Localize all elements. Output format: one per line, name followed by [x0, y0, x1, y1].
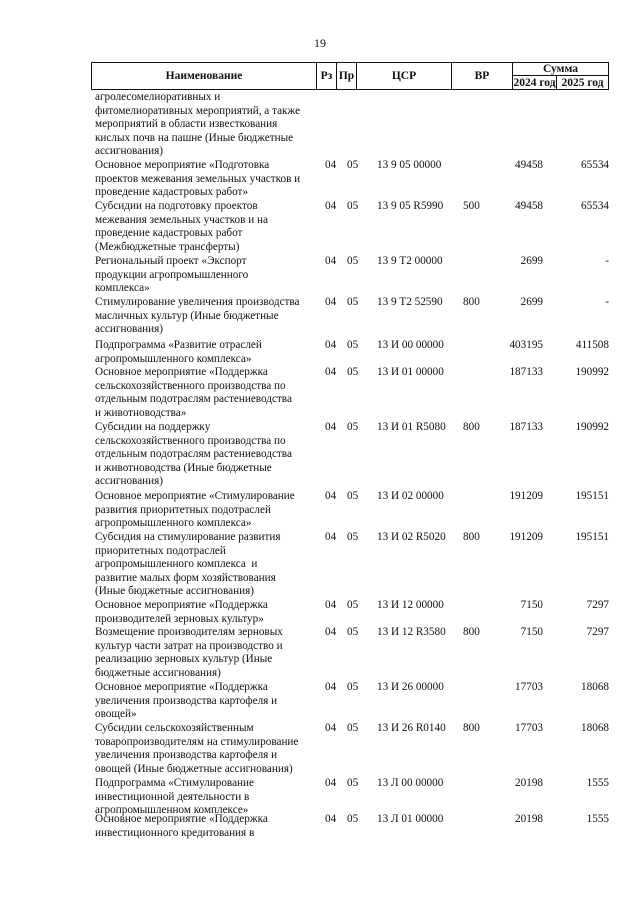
row-sum-2024: 191209: [509, 490, 543, 502]
row-name-line: Субсидии сельскохозяйственным: [95, 722, 254, 734]
row-pr: 05: [347, 531, 359, 543]
row-name-line: комплекса»: [95, 282, 150, 295]
row-csr: 13 И 12 00000: [377, 599, 444, 611]
row-sum-2025: 7297: [586, 599, 609, 611]
row-name-line: (Иные бюджетные ассигнования): [95, 585, 254, 598]
row-rz: 04: [325, 681, 337, 693]
row-sum-2025: -: [605, 296, 609, 308]
row-sum-2025: 65534: [581, 200, 609, 212]
row-name-line: мероприятий в области известкования: [95, 118, 278, 131]
row-csr: 13 И 02 R5020: [377, 531, 446, 543]
header-year-2024: 2024 год: [513, 76, 556, 89]
row-pr: 05: [347, 777, 359, 789]
row-rz: 04: [325, 366, 337, 378]
row-name-line: проектов межевания земельных участков и: [95, 172, 301, 185]
row-name-line: (Межбюджетные трансферты): [95, 240, 240, 253]
row-rz: 04: [325, 421, 337, 433]
row-pr: 05: [347, 626, 359, 638]
row-name-line: отдельным подотраслям растениеводства: [95, 448, 292, 461]
row-name-line: и животноводства (Иные бюджетные: [95, 461, 272, 474]
row-sum-2024: 49458: [515, 159, 543, 171]
row-name-line: овощей (Иные бюджетные ассигнования): [95, 762, 293, 775]
row-name: [95, 531, 323, 599]
row-sum-2024: 191209: [509, 531, 543, 543]
row-name-line: проведение кадастровых работ»: [95, 186, 249, 199]
row-sum-2024: 187133: [509, 421, 543, 433]
row-name-line: Возмещение производителям зерновых: [95, 626, 283, 638]
row-name-line: Основное мероприятие «Поддержка: [95, 681, 268, 693]
row-pr: 05: [347, 159, 359, 171]
row-rz: 04: [325, 599, 337, 611]
row-pr: 05: [347, 339, 359, 351]
row-name-line: Основное мероприятие «Поддержка: [95, 813, 268, 825]
row-name-line: масличных культур (Иные бюджетные: [95, 309, 279, 322]
row-sum-2024: 49458: [515, 200, 543, 212]
row-pr: 05: [347, 681, 359, 693]
row-name-line: Стимулирование увеличения производства: [95, 296, 300, 308]
row-rz: 04: [325, 813, 337, 825]
row-name: [95, 255, 323, 296]
row-name-line: проведение кадастровых работ: [95, 227, 243, 240]
row-name: [95, 626, 323, 680]
row-sum-2025: 190992: [575, 421, 609, 433]
row-name-line: агропромышленного комплекса»: [95, 517, 252, 530]
row-name-line: сельскохозяйственного производства по: [95, 434, 286, 447]
row-name: [95, 159, 323, 200]
row-csr: 13 9 05 00000: [377, 159, 442, 171]
row-sum-2025: -: [605, 255, 609, 267]
row-sum-2025: 195151: [575, 490, 609, 502]
row-name-line: агропромышленного комплекса»: [95, 352, 252, 365]
row-sum-2025: 18068: [581, 722, 609, 734]
row-vr: 500: [463, 200, 480, 212]
row-name-line: фитомелиоративных мероприятий, а также: [95, 104, 301, 117]
row-name-line: Подпрограмма «Стимулирование: [95, 777, 254, 789]
row-csr: 13 И 00 00000: [377, 339, 444, 351]
row-name: [95, 681, 323, 722]
row-name-line: кислых почв на пашне (Иные бюджетные: [95, 131, 294, 144]
row-rz: 04: [325, 626, 337, 638]
row-rz: 04: [325, 200, 337, 212]
header-year-2025: 2025 год: [557, 76, 609, 90]
row-sum-2024: 20198: [515, 813, 543, 825]
row-sum-2024: 7150: [520, 626, 543, 638]
row-name-line: производителей зерновых культур»: [95, 612, 264, 625]
row-csr: 13 И 01 R5080: [377, 421, 446, 433]
row-name-line: продукции агропромышленного: [95, 268, 249, 281]
row-sum-2025: 18068: [581, 681, 609, 693]
header-csr: ЦСР: [356, 62, 451, 90]
row-pr: 05: [347, 296, 359, 308]
row-name: [95, 722, 323, 776]
row-name-line: межевания земельных участков и на: [95, 213, 268, 226]
row-sum-2024: 2699: [520, 255, 543, 267]
row-name-line: Субсидии на подготовку проектов: [95, 200, 258, 212]
row-name-line: Субсидии на поддержку: [95, 421, 211, 433]
row-name-line: ассигнования): [95, 145, 163, 158]
row-rz: 04: [325, 777, 337, 789]
row-name: [95, 296, 323, 337]
row-rz: 04: [325, 296, 337, 308]
row-name-line: агропромышленном комплексе»: [95, 804, 249, 817]
row-vr: 800: [463, 421, 480, 433]
row-name: [95, 599, 323, 626]
row-name-line: приоритетных подотраслей: [95, 544, 226, 557]
row-name-line: культур части затрат на производство и: [95, 639, 283, 652]
row-rz: 04: [325, 339, 337, 351]
row-rz: 04: [325, 722, 337, 734]
row-name-line: реализацию зерновых культур (Иные: [95, 653, 273, 666]
header-vr: ВР: [451, 62, 512, 90]
row-csr: 13 9 05 R5990: [377, 200, 444, 212]
row-name: [95, 421, 323, 489]
row-csr: 13 9 Т2 00000: [377, 255, 443, 267]
row-name-line: овощей»: [95, 708, 137, 721]
row-name: [95, 200, 323, 254]
row-vr: 800: [463, 626, 480, 638]
header-sum: Сумма: [512, 62, 609, 76]
row-vr: 800: [463, 722, 480, 734]
row-pr: 05: [347, 366, 359, 378]
row-name-line: Региональный проект «Экспорт: [95, 255, 247, 267]
row-pr: 05: [347, 599, 359, 611]
row-sum-2025: 195151: [575, 531, 609, 543]
row-name-line: инвестиционного кредитования в: [95, 826, 255, 839]
row-sum-2024: 2699: [520, 296, 543, 308]
row-sum-2024: 403195: [509, 339, 543, 351]
row-pr: 05: [347, 255, 359, 267]
row-name-line: инвестиционной деятельности в: [95, 790, 250, 803]
row-name-line: развитие малых форм хозяйствования: [95, 571, 276, 584]
row-name-line: Основное мероприятие «Подготовка: [95, 159, 270, 171]
row-sum-2025: 411508: [575, 339, 609, 351]
row-name-line: увеличения производства картофеля и: [95, 749, 278, 762]
row-rz: 04: [325, 531, 337, 543]
row-name: [95, 339, 323, 366]
row-sum-2025: 65534: [581, 159, 609, 171]
row-sum-2025: 7297: [586, 626, 609, 638]
row-csr: 13 И 02 00000: [377, 490, 444, 502]
row-name: [95, 777, 323, 818]
row-csr: 13 И 01 00000: [377, 366, 444, 378]
row-sum-2025: 1555: [586, 777, 609, 789]
row-name-line: ассигнования): [95, 475, 163, 488]
row-name-line: развития приоритетных подотраслей: [95, 503, 271, 516]
row-name: [95, 490, 323, 531]
row-name-line: сельскохозяйственного производства по: [95, 379, 286, 392]
row-name-line: бюджетные ассигнования): [95, 666, 221, 679]
row-name-line: ассигнования): [95, 323, 163, 336]
header-name: Наименование: [91, 62, 316, 90]
row-vr: 800: [463, 531, 480, 543]
row-name-line: увеличения производства картофеля и: [95, 694, 278, 707]
header-rz: Рз: [316, 62, 336, 90]
row-name-line: отдельным подотраслям растениеводства: [95, 393, 292, 406]
row-pr: 05: [347, 490, 359, 502]
row-name-line: и животноводства»: [95, 406, 187, 419]
row-sum-2024: 187133: [509, 366, 543, 378]
row-csr: 13 И 26 00000: [377, 681, 444, 693]
row-name-line: товаропроизводителям на стимулирование: [95, 735, 299, 748]
row-sum-2024: 17703: [515, 681, 543, 693]
row-pr: 05: [347, 813, 359, 825]
row-name: [95, 813, 323, 840]
row-name-line: Основное мероприятие «Поддержка: [95, 599, 268, 611]
row-csr: 13 И 12 R3580: [377, 626, 446, 638]
row-csr: 13 Л 00 00000: [377, 777, 444, 789]
table-header: [91, 62, 609, 90]
row-name: [95, 366, 323, 420]
row-name-line: Субсидия на стимулирование развития: [95, 531, 281, 543]
row-rz: 04: [325, 159, 337, 171]
row-sum-2024: 17703: [515, 722, 543, 734]
row-csr: 13 И 26 R0140: [377, 722, 446, 734]
row-rz: 04: [325, 255, 337, 267]
row-name-line: Основное мероприятие «Поддержка: [95, 366, 268, 378]
row-sum-2024: 20198: [515, 777, 543, 789]
row-rz: 04: [325, 490, 337, 502]
row-csr: 13 Л 01 00000: [377, 813, 444, 825]
row-name-line: Основное мероприятие «Стимулирование: [95, 490, 295, 502]
row-csr: 13 9 Т2 52590: [377, 296, 443, 308]
row-pr: 05: [347, 200, 359, 212]
row-name-line: агролесомелиоративных и: [95, 91, 221, 103]
row-name-line: Подпрограмма «Развитие отраслей: [95, 339, 262, 351]
row-pr: 05: [347, 722, 359, 734]
row-sum-2025: 1555: [586, 813, 609, 825]
row-name: [95, 91, 323, 159]
row-sum-2025: 190992: [575, 366, 609, 378]
row-vr: 800: [463, 296, 480, 308]
header-pr: Пр: [336, 62, 356, 90]
row-pr: 05: [347, 421, 359, 433]
page-number: 19: [314, 36, 326, 50]
row-sum-2024: 7150: [520, 599, 543, 611]
row-name-line: агропромышленного комплекса и: [95, 558, 258, 571]
